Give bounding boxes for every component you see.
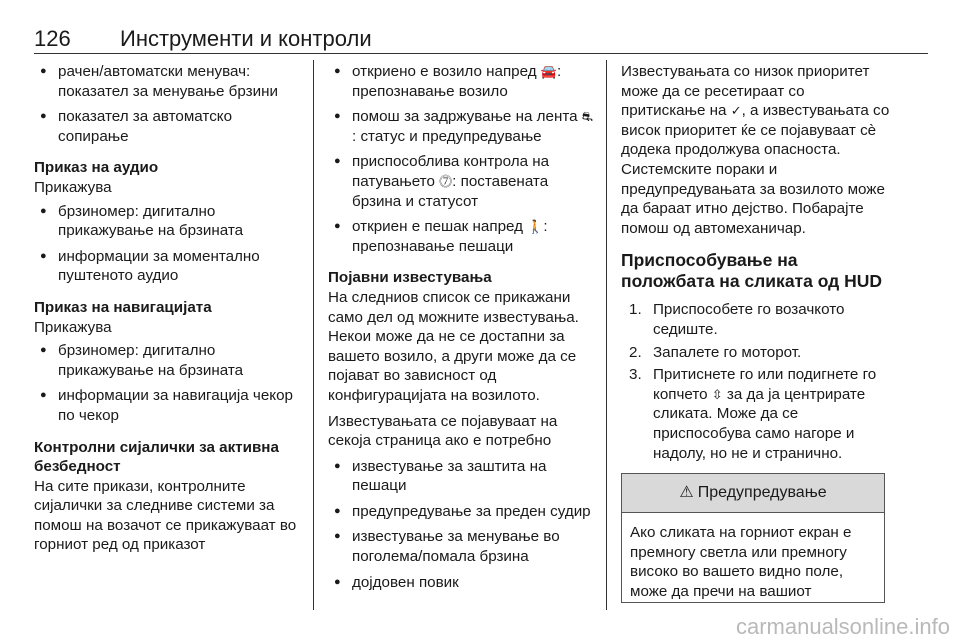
list-item: ● показател за автоматско сопирање (34, 107, 302, 146)
nav-sub: Прикажува (34, 318, 112, 336)
warning-text: Ако сликата на горниот екран е премногу светла или премногу високо во вашето видно поле, може да пречи на вашиот (630, 524, 852, 600)
warning-title: Предупредување (697, 484, 827, 502)
list-item: ● рачен/автоматски менувач: показател за менување брзини (34, 62, 302, 101)
pedestrian-icon: 🚶 (527, 219, 544, 235)
page-header (34, 26, 372, 52)
audio-heading: Приказ на аудио (34, 159, 159, 177)
list-item: ● информации за навигација чекор по чекор (34, 386, 302, 425)
list-item: ● предупредување за преден судир (328, 502, 594, 522)
popup-text-2: Известувањата се појавуваат на секоја страница ако е потребно (328, 412, 558, 450)
watermark: carmanualsonline.info (735, 614, 950, 639)
list-item: ● помош за задржување на лента ⛐: статус и предупредување (328, 107, 594, 146)
column-divider-1 (313, 60, 314, 610)
list-item: 2. Запалете го моторот. (629, 343, 802, 361)
page-title: Инструменти и контроли (120, 26, 372, 51)
list-item: ● приспособлива контрола на патувањето ⓻: поставената брзина и статусот (328, 152, 594, 211)
warning-header (622, 474, 884, 513)
header-rule (34, 53, 928, 54)
car-icon: 🚘 (540, 64, 558, 79)
nav-heading: Приказ на навигацијата (34, 298, 212, 316)
column-divider-2 (606, 60, 607, 610)
priority-text: Известувањата со низок приоритет може да се ресетираат со притискање на ✓, а известувањата со висок приоритет ќе се појавуваат сѐ додека продолжува опасноста. Системските пораки и предупредувањата за возилото може да бараат итно дејство. Побарајте помош од автомеханичар. (621, 63, 890, 237)
list-item: ● откриен е пешак напред 🚶: препознавање пешаци (328, 217, 594, 256)
list-item: ● известување за менување во поголема/помала брзина (328, 527, 594, 566)
column-1 (34, 62, 302, 561)
hud-heading: Приспособување на положбата на сликата од HUD (621, 250, 883, 292)
list-item: ● дојдовен повик (328, 573, 594, 593)
lane-keep-icon: ⛐ (581, 109, 594, 125)
list-item: ● откриено е возило напред 🚘: препознавање возило (328, 62, 594, 101)
warning-box (621, 473, 885, 603)
adaptive-cruise-icon: ⓻ (439, 173, 453, 189)
list-item: ● брзиномер: дигитално прикажување на брзината (34, 202, 302, 241)
column-3 (621, 62, 891, 603)
hud-adjust-icon: ⇳ (711, 386, 723, 402)
popup-heading: Појавни известувања (328, 269, 492, 287)
check-icon: ✓ (730, 103, 742, 119)
list-item: 1. Приспособете го возачкото седиште. (629, 301, 845, 338)
popup-text-1: На следниов список се прикажани само дел од можните известувања. Некои може да не се достапни за вашето возило, а други може да се појават во зависност од конфигурацијата на возилото. (328, 288, 579, 404)
list-item: ● брзиномер: дигитално прикажување на брзината (34, 341, 302, 380)
safety-heading: Контролни сијалички за активна безбедност (34, 438, 279, 476)
page-number: 126 (34, 26, 71, 51)
audio-sub: Прикажува (34, 178, 112, 196)
list-item: ● информации за моментално пуштеното аудио (34, 247, 302, 286)
list-item: ● известување за заштита на пешаци (328, 457, 594, 496)
safety-text: На сите прикази, контролните сијалички за следниве системи за помош на возачот се прикажуваат во горниот ред од приказот (34, 477, 297, 554)
warning-icon: ⚠ (679, 484, 694, 502)
column-2 (328, 62, 594, 598)
list-item: 3. Притиснете го или подигнете го копчето ⇳ за да ја центрирате сликата. Може да се приспособува само нагоре и надолу, но не и странично. (629, 366, 877, 462)
